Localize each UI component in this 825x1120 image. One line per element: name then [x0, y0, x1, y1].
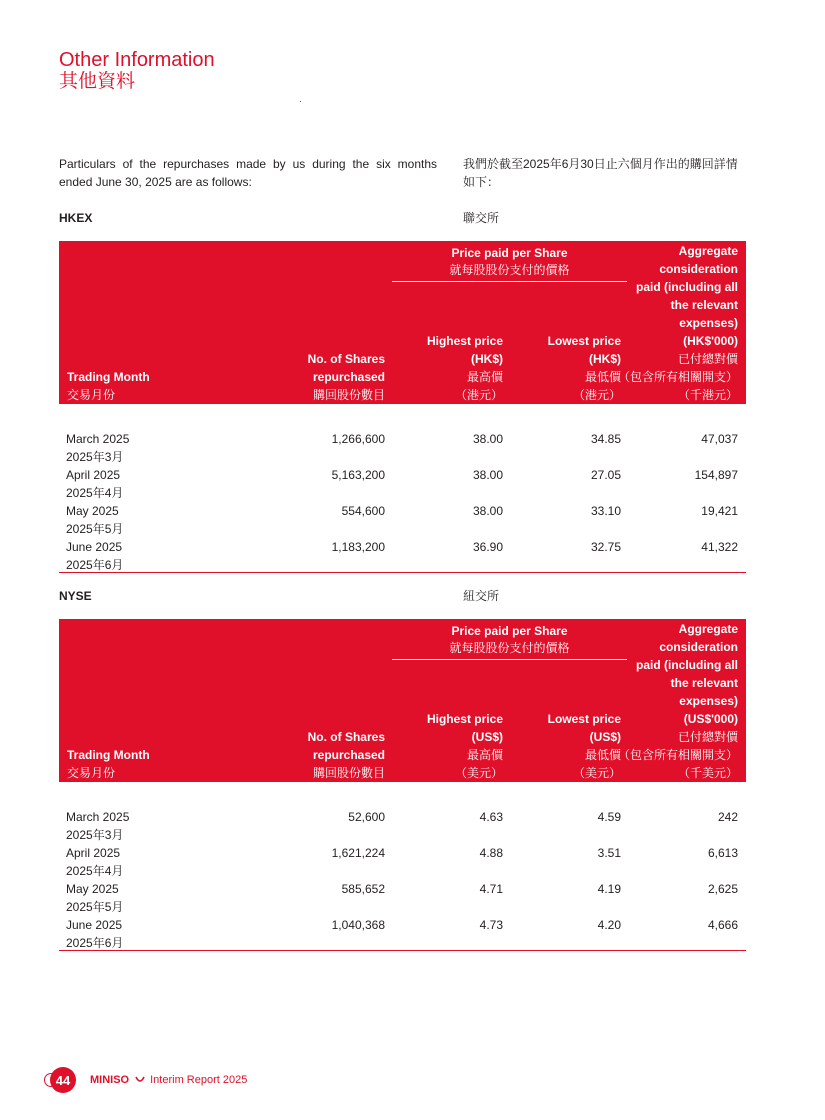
cell-lowest-price: 4.59	[597, 810, 621, 824]
cell-aggregate: 6,613	[707, 846, 738, 860]
cell-shares: 1,183,200	[331, 540, 385, 554]
cell-lowest-price: 4.19	[597, 882, 621, 896]
cell-aggregate: 47,037	[701, 432, 738, 446]
cell-month: March 2025 2025年3月	[66, 432, 130, 464]
cell-shares: 52,600	[348, 810, 385, 824]
cell-lowest-price: 33.10	[590, 504, 621, 518]
cell-aggregate: 154,897	[694, 468, 738, 482]
cell-highest-price: 38.00	[472, 504, 503, 518]
intro-paragraph-english: Particulars of the repurchases made by us during the six months ended June 30, 2025 are as follows:	[59, 157, 437, 189]
price-group-header: Price paid per Share 就每股股份支付的價格	[449, 624, 570, 655]
page-title-chinese: 其他資料	[59, 71, 136, 92]
price-group-header: Price paid per Share 就每股股份支付的價格	[449, 246, 570, 277]
report-title: Interim Report 2025	[150, 1074, 248, 1086]
table-header	[59, 619, 746, 782]
cell-lowest-price: 3.51	[597, 846, 621, 860]
hkex-section-label: HKEX	[59, 211, 93, 225]
column-header-lowest-price: Lowest price (HK$) 最低價 （港元）	[547, 334, 621, 402]
cell-lowest-price: 27.05	[590, 468, 621, 482]
cell-highest-price: 4.88	[479, 846, 503, 860]
price-group-divider	[392, 281, 627, 282]
cell-aggregate: 4,666	[707, 918, 738, 932]
hkex-repurchase-table	[59, 241, 746, 573]
hkex-section-label-chinese: 聯交所	[463, 211, 500, 225]
cell-lowest-price: 4.20	[597, 918, 621, 932]
cell-shares: 1,040,368	[331, 918, 385, 932]
cell-highest-price: 4.71	[479, 882, 503, 896]
column-header-trading-month: Trading Month 交易月份	[67, 370, 150, 402]
nyse-section-label: NYSE	[59, 589, 92, 603]
cell-highest-price: 4.73	[479, 918, 503, 932]
column-header-aggregate: Aggregate consideration paid (including all the relevant expenses) (HK$'000) 已付總對價 （包含所有相關開支） （千港元）	[617, 244, 738, 402]
brand-name: MINISO	[90, 1074, 130, 1086]
page-title: Other Information	[59, 49, 215, 71]
column-header-shares: No. of Shares repurchased 購回股份數目	[307, 352, 385, 402]
table-row	[59, 838, 746, 878]
cell-month: June 2025 2025年6月	[66, 918, 124, 950]
cell-month: May 2025 2025年5月	[66, 882, 124, 914]
cell-month: June 2025 2025年6月	[66, 540, 124, 572]
page-footer	[44, 1067, 247, 1093]
table-row	[59, 874, 746, 914]
nyse-section-label-chinese: 紐交所	[463, 589, 500, 603]
cell-highest-price: 38.00	[472, 468, 503, 482]
cell-aggregate: 19,421	[701, 504, 738, 518]
nyse-repurchase-table	[59, 619, 746, 951]
table-row	[59, 802, 746, 842]
column-header-highest-price: Highest price (US$) 最高價 （美元）	[426, 712, 503, 780]
cell-month: April 2025 2025年4月	[66, 468, 124, 500]
cell-lowest-price: 32.75	[590, 540, 621, 554]
column-header-highest-price: Highest price (HK$) 最高價 （港元）	[426, 334, 503, 402]
table-row	[59, 460, 746, 500]
cell-shares: 1,266,600	[331, 432, 385, 446]
column-header-lowest-price: Lowest price (US$) 最低價 （美元）	[547, 712, 621, 780]
table-row	[59, 532, 746, 572]
page-number: 44	[50, 1067, 76, 1093]
cell-aggregate: 41,322	[701, 540, 738, 554]
cell-shares: 554,600	[341, 504, 385, 518]
column-header-shares: No. of Shares repurchased 購回股份數目	[307, 730, 385, 780]
price-group-divider	[392, 659, 627, 660]
cell-highest-price: 4.63	[479, 810, 503, 824]
column-header-aggregate: Aggregate consideration paid (including all the relevant expenses) (US$'000) 已付總對價 （包含所有相關開支） （千美元）	[617, 622, 738, 780]
table-body	[59, 782, 746, 951]
table-row	[59, 424, 746, 464]
cell-shares: 585,652	[341, 882, 385, 896]
table-body	[59, 404, 746, 573]
column-header-trading-month: Trading Month 交易月份	[67, 748, 150, 780]
cell-month: May 2025 2025年5月	[66, 504, 124, 536]
table-row	[59, 910, 746, 950]
cell-highest-price: 36.90	[472, 540, 503, 554]
table-bottom-rule	[59, 950, 746, 951]
cell-highest-price: 38.00	[472, 432, 503, 446]
table-header	[59, 241, 746, 404]
cell-lowest-price: 34.85	[590, 432, 621, 446]
cell-month: March 2025 2025年3月	[66, 810, 130, 842]
table-bottom-rule	[59, 572, 746, 573]
cell-shares: 5,163,200	[331, 468, 385, 482]
cell-shares: 1,621,224	[331, 846, 385, 860]
decorative-dot	[300, 101, 301, 102]
cell-aggregate: 2,625	[707, 882, 738, 896]
cell-month: April 2025 2025年4月	[66, 846, 124, 878]
intro-paragraph-chinese: 我們於截至2025年6月30日止六個月作出的購回詳情如下：	[463, 157, 738, 189]
table-row	[59, 496, 746, 536]
smile-icon	[135, 1076, 145, 1084]
cell-aggregate: 242	[717, 810, 738, 824]
